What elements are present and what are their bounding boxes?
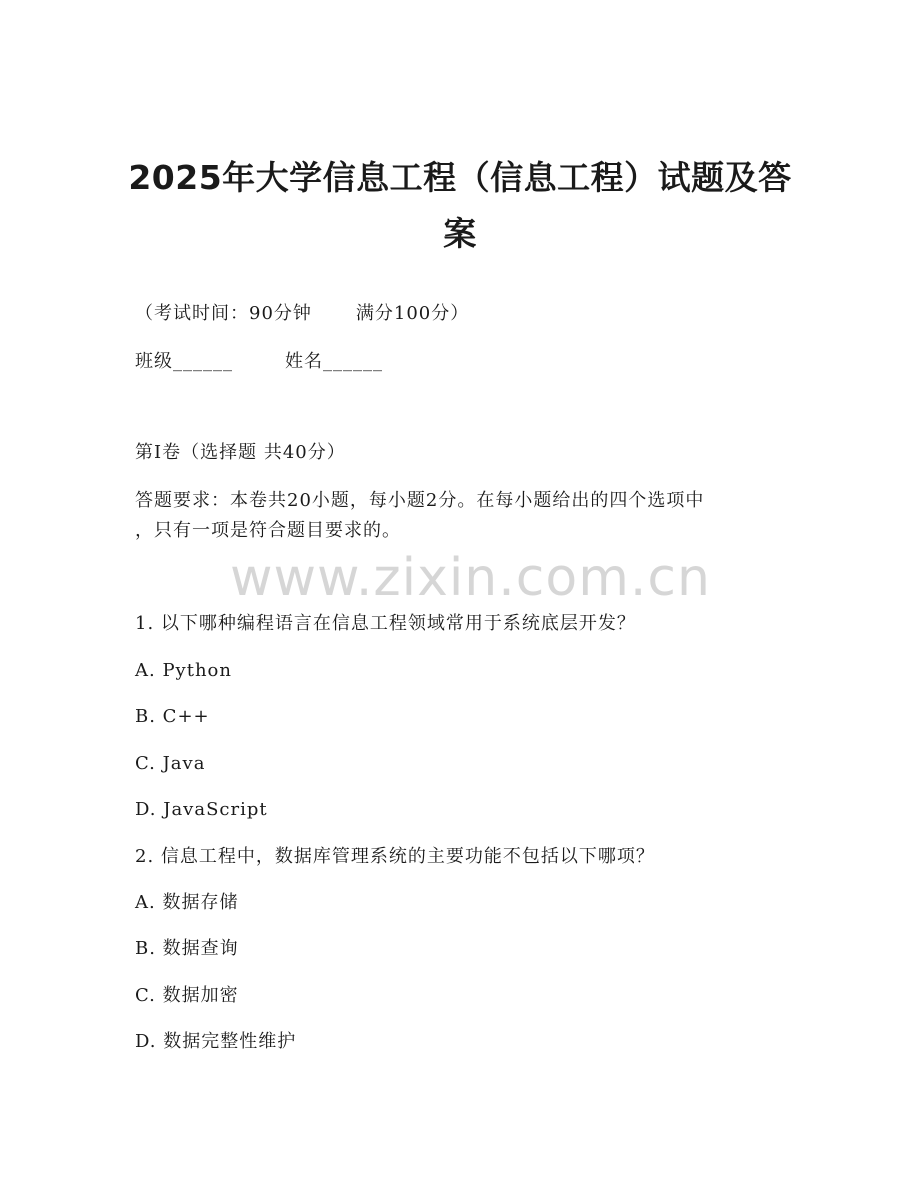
exam-info-line [135, 302, 469, 326]
student-info-line [135, 350, 383, 374]
instructions-line-2: ，只有一项是符合题目要求的。 [135, 520, 401, 541]
question-2-option-b: B. 数据查询 [135, 938, 239, 959]
page-title: 2025年大学信息工程（信息工程）试题及答案 [128, 158, 792, 253]
instructions-line-1: 答题要求：本卷共20小题，每小题2分。在每小题给出的四个选项中 [135, 490, 705, 511]
question-1-option-c: C. Java [135, 753, 206, 774]
question-1-option-d: D. JavaScript [135, 799, 268, 820]
question-2-option-a: A. 数据存储 [135, 892, 239, 913]
question-2-option-c: C. 数据加密 [135, 985, 239, 1006]
class-field: 班级______ [135, 351, 233, 372]
question-1-stem: 1. 以下哪种编程语言在信息工程领域常用于系统底层开发？ [135, 613, 636, 634]
question-1-option-a: A. Python [135, 660, 232, 681]
full-score: 满分100分） [355, 303, 470, 324]
name-field: 姓名______ [285, 351, 383, 372]
question-2-stem: 2. 信息工程中，数据库管理系统的主要功能不包括以下哪项？ [135, 846, 655, 867]
watermark: www.zixin.com.cn [230, 548, 711, 608]
question-2-option-d: D. 数据完整性维护 [135, 1031, 297, 1052]
section-title: 第I卷（选择题 共40分） [135, 442, 346, 463]
question-1-option-b: B. C++ [135, 706, 210, 727]
exam-time: （考试时间：90分钟 [135, 303, 312, 324]
